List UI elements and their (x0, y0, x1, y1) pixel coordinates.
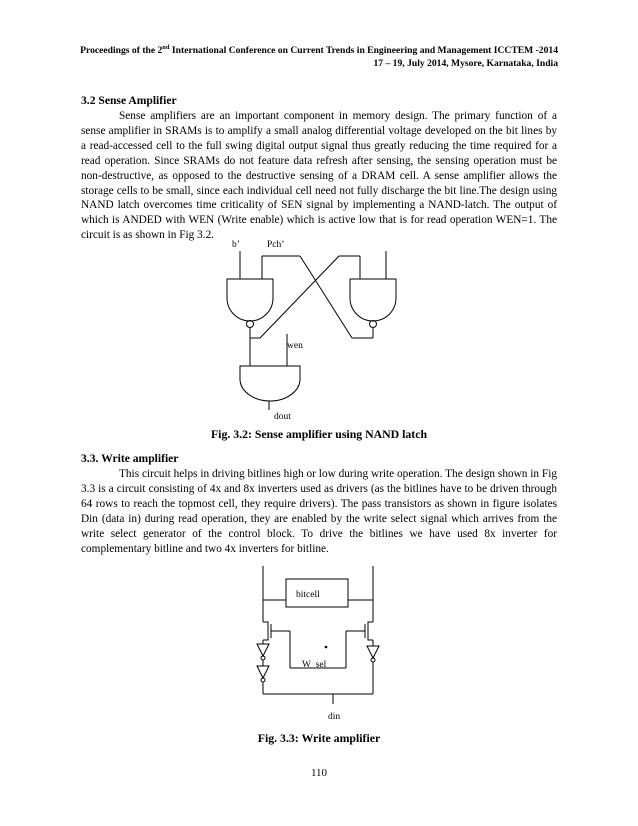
figure-3-3-caption: Fig. 3.3: Write amplifier (257, 731, 381, 745)
left-inverter-1 (257, 644, 269, 656)
header-line-1: Proceedings of the 2nd International Conference on Current Trends in Engineering and Management ICCTEM -2014 (80, 43, 558, 56)
right-inverter (367, 646, 379, 658)
left-nand-gate (227, 279, 273, 321)
page-number: 110 (310, 767, 328, 779)
left-pass-transistor (263, 622, 268, 640)
right-nand-bubble (370, 321, 377, 328)
paragraph-write-amplifier: This circuit helps in driving bitlines high or low during write operation. The design shown in Fig 3.3 is a circuit consisting of 4x and 8x inverters used as drivers (as the bitlines have to be driven through 64 rows to reach the topmost cell, they require drivers). The pass transistors as shown in figure isolates Din (data in) during read operation, they are enabled by the write select signal which arrives from the write select generator of the control block. To drive the bitlines we have used 8x inverter for complementary bitline and two 4x inverters for bitline. (81, 468, 557, 555)
header-line-2: 17 – 19, July 2014, Mysore, Karnataka, India (373, 58, 558, 69)
right-pass-transistor (368, 622, 373, 640)
label-din: din (328, 712, 341, 722)
left-inverter-2 (257, 666, 269, 678)
wire-cross-1 (300, 256, 352, 338)
figure-3-2-caption: Fig. 3.2: Sense amplifier using NAND latch (210, 427, 428, 441)
label-wen: wen (287, 341, 303, 351)
label-b-prime: b’ (232, 240, 240, 250)
label-dout: dout (274, 412, 291, 422)
right-nand-gate (350, 279, 396, 321)
and-gate (240, 366, 300, 401)
proceedings-header (58, 44, 558, 70)
figure-write-amplifier-circuit (250, 562, 400, 724)
figure-sense-amplifier-circuit (200, 232, 440, 422)
label-pch-prime: Pch’ (267, 240, 285, 250)
left-nand-bubble (247, 321, 254, 328)
label-wsel: W_sel (302, 660, 327, 670)
paragraph-sense-amplifier: Sense amplifiers are an important component in memory design. The primary function of a sense amplifier in SRAMs is to amplify a small analog differential voltage developed on the bit lines by a read-accessed cell to the full swing digital output signal thus greatly reducing the time required for a read operation. Since SRAMs do not feature data refresh after sensing, the sensing operation must be non-destructive, as opposed to the destructive sensing of a DRAM cell. A sense amplifier allows the storage cells to be small, since each individual cell need not fully discharge the bit line.The design using NAND latch overcomes time criticality of SEN signal by implementing a NAND-latch. The output of which is ANDED with WEN (Write enable) which is active low that is for read operation WEN=1. The circuit is as shown in Fig 3.2. (81, 110, 557, 242)
label-bitcell: bitcell (296, 590, 320, 600)
section-heading-write-amplifier: 3.3. Write amplifier (81, 452, 179, 465)
dot-marker (325, 646, 327, 648)
section-heading-sense-amplifier: 3.2 Sense Amplifier (81, 94, 177, 107)
wire-cross-2 (260, 256, 339, 338)
